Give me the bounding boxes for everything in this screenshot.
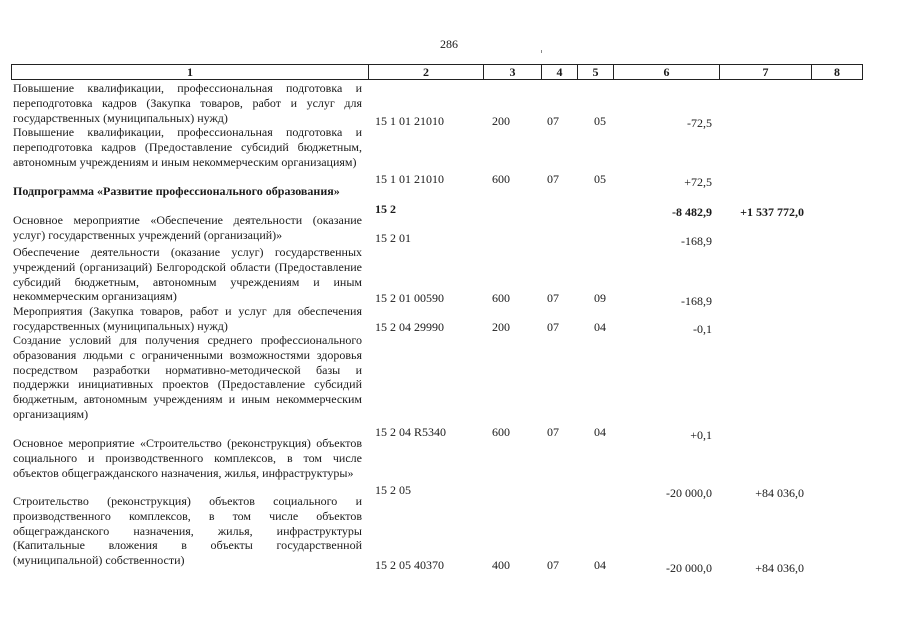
row-amount-col6: +72,5	[684, 175, 712, 189]
row-rz: 07	[547, 172, 559, 186]
row-rz: 07	[547, 558, 559, 572]
row-amount-col7: +84 036,0	[755, 561, 804, 575]
row-vr: 600	[492, 425, 510, 439]
column-header-2: 2	[369, 65, 484, 80]
row-amount-col6: -168,9	[681, 234, 712, 248]
row-code: 15 2	[375, 202, 396, 216]
row-description: Обеспечение деятельности (оказание услуг) государственных учреждений (организаций) Белгородской области (Предоставление субсидий бюджетным, автономным учреждениям и иным некоммерческим организациям)	[13, 245, 362, 304]
row-vr: 200	[492, 320, 510, 334]
column-header-6: 6	[614, 65, 720, 80]
row-description: Подпрограмма «Развитие профессионального образования»	[13, 184, 340, 198]
column-header-8: 8	[812, 65, 863, 80]
column-header-3: 3	[484, 65, 542, 80]
row-code: 15 2 01 00590	[375, 291, 444, 305]
row-pr: 04	[594, 320, 606, 334]
page-number: 286	[440, 37, 458, 51]
row-pr: 04	[594, 558, 606, 572]
row-code: 15 2 01	[375, 231, 411, 245]
row-pr: 09	[594, 291, 606, 305]
row-description: Основное мероприятие «Обеспечение деятельности (оказание услуг) государственных учреждений (организаций)»	[13, 213, 362, 242]
row-description: Строительство (реконструкция) объектов социального и производственного комплексов, в том числе объектов общегражданского назначения, жилья, инфраструктуры (Капитальные вложения в объекты государственной (муниципальной) собственности)	[13, 494, 362, 568]
row-amount-col6: -20 000,0	[666, 561, 712, 575]
row-description: Основное мероприятие «Строительство (реконструкция) объектов социального и производственного комплексов, в том числе объектов общегражданского назначения, жилья, инфраструктуры»	[13, 436, 362, 480]
row-vr: 400	[492, 558, 510, 572]
row-amount-col7: +1 537 772,0	[740, 205, 804, 219]
row-code: 15 2 05 40370	[375, 558, 444, 572]
row-rz: 07	[547, 114, 559, 128]
column-header-1: 1	[12, 65, 369, 80]
column-header-4: 4	[542, 65, 578, 80]
row-amount-col6: +0,1	[690, 428, 712, 442]
row-amount-col6: -72,5	[687, 116, 712, 130]
row-pr: 05	[594, 172, 606, 186]
row-amount-col6: -8 482,9	[672, 205, 712, 219]
row-code: 15 1 01 21010	[375, 114, 444, 128]
row-pr: 05	[594, 114, 606, 128]
row-vr: 200	[492, 114, 510, 128]
row-amount-col7: +84 036,0	[755, 486, 804, 500]
row-vr: 600	[492, 172, 510, 186]
row-vr: 600	[492, 291, 510, 305]
row-code: 15 2 04 R5340	[375, 425, 447, 439]
column-header-5: 5	[578, 65, 614, 80]
row-description: Повышение квалификации, профессиональная подготовка и переподготовка кадров (Закупка товаров, работ и услуг для государственных (муниципальных) нужд)	[13, 81, 362, 125]
row-amount-col6: -20 000,0	[666, 486, 712, 500]
row-code: 15 2 04 29990	[375, 320, 444, 334]
row-description: Создание условий для получения среднего профессионального образования людьми с ограниченными возможностями здоровья посредством разработки нормативно-методической базы и поддержки инициативных проектов (Предоставление субсидий бюджетным, автономным учреждениям и иным некоммерческим организациям)	[13, 333, 362, 421]
row-rz: 07	[547, 291, 559, 305]
row-amount-col6: -168,9	[681, 294, 712, 308]
scan-mark	[541, 50, 542, 53]
row-pr: 04	[594, 425, 606, 439]
row-description: Мероприятия (Закупка товаров, работ и услуг для обеспечения государственных (муниципальных) нужд)	[13, 304, 362, 333]
row-description: Повышение квалификации, профессиональная подготовка и переподготовка кадров (Предоставление субсидий бюджетным, автономным учреждениям и иным некоммерческим организациям)	[13, 125, 362, 169]
row-rz: 07	[547, 425, 559, 439]
row-rz: 07	[547, 320, 559, 334]
row-code: 15 2 05	[375, 483, 411, 497]
column-header-7: 7	[720, 65, 812, 80]
row-amount-col6: -0,1	[693, 322, 712, 336]
row-code: 15 1 01 21010	[375, 172, 444, 186]
column-header-row	[11, 64, 863, 80]
